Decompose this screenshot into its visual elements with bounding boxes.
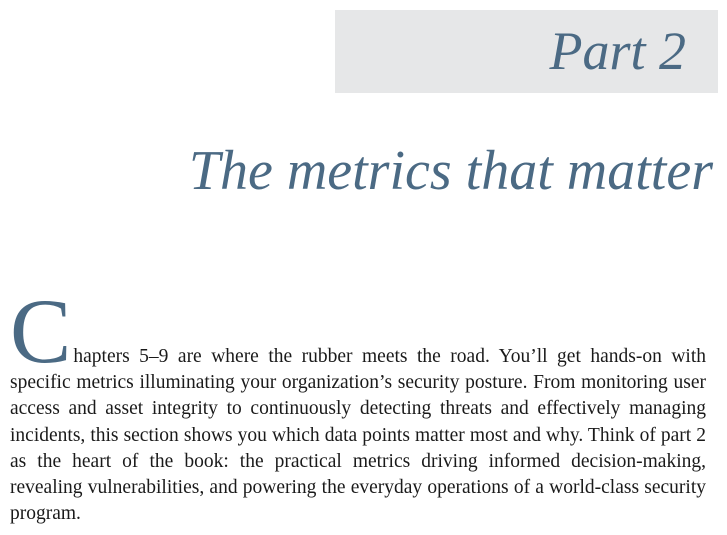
intro-paragraph [10, 280, 706, 527]
drop-cap: C [10, 280, 72, 382]
part-banner [335, 10, 718, 93]
drop-cap-spacer [10, 292, 706, 344]
part-label: Part 2 [549, 21, 686, 81]
part-title: The metrics that matter [188, 140, 713, 202]
intro-text: hapters 5–9 are where the rubber meets the road. You’ll get hands-on with specific metrics illuminating your organization’s security posture. From monitoring user access and asset integrity to continuously detecting threats and effectively managing incidents, this section shows you which data points matter most and why. Think of part 2 as the heart of the book: the practical metrics driving informed decision-making, revealing vulnerabilities, and powering the everyday operations of a world-class security program. [10, 346, 706, 525]
